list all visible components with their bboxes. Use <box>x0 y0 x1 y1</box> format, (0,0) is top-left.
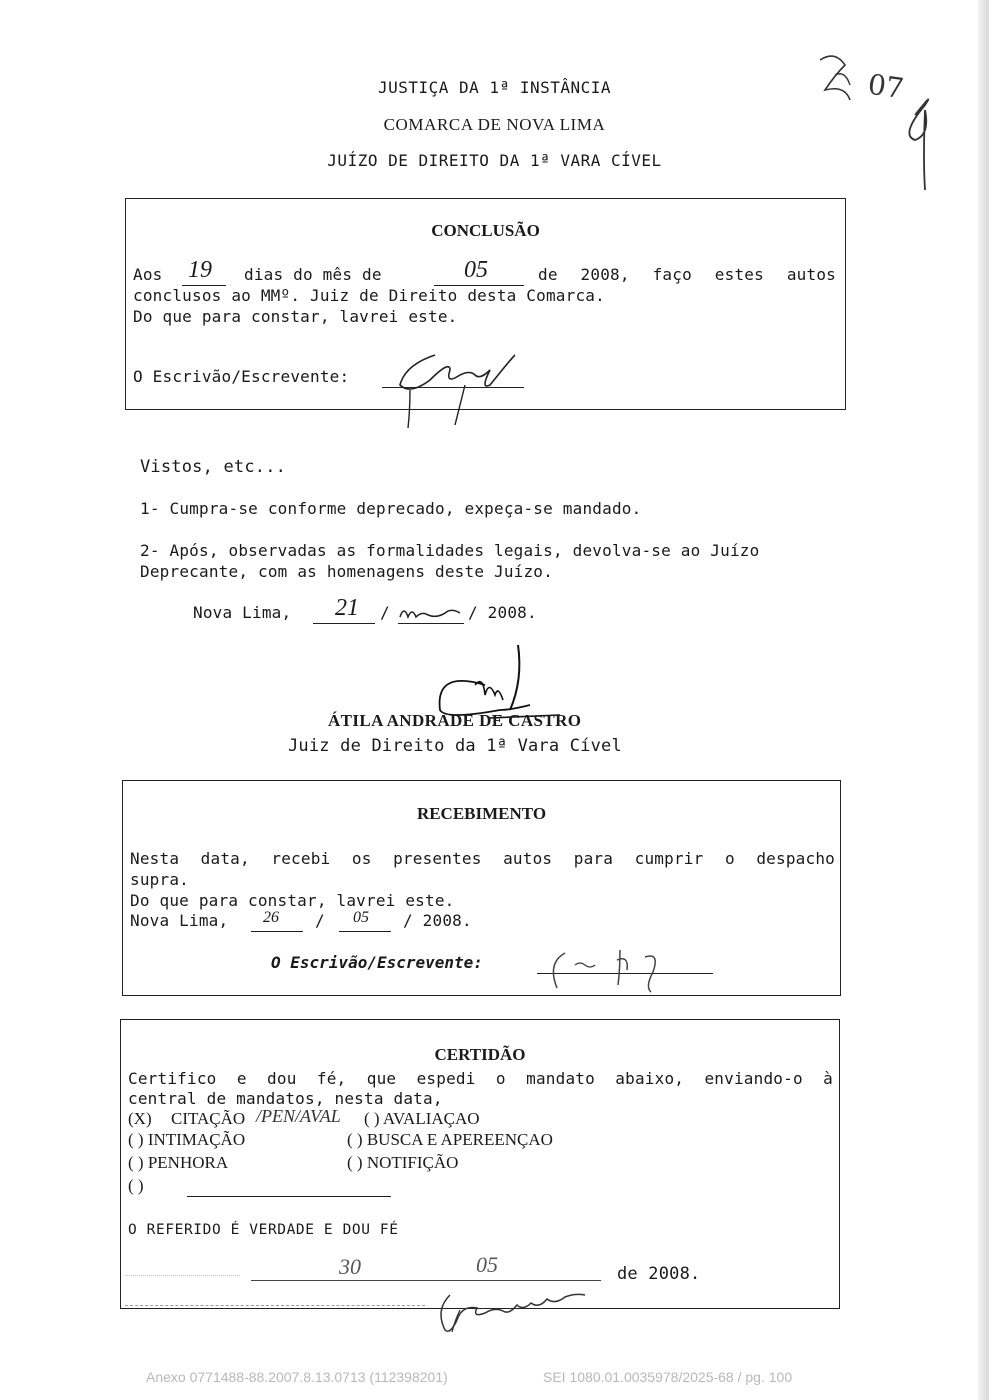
certidao-box <box>120 1019 840 1309</box>
scan-edge <box>978 0 989 1400</box>
despacho-month-scribble-icon <box>398 603 464 623</box>
certidao-signature-icon <box>430 1280 600 1335</box>
certidao-line-2: central de mandatos, nesta data, <box>128 1089 443 1108</box>
header-line-2: COMARCA DE NOVA LIMA <box>383 115 606 134</box>
option-avaliacao: ( ) AVALIAÇAO <box>364 1109 480 1128</box>
certidao-title: CERTIDÃO <box>434 1045 526 1064</box>
certidao-referido: O REFERIDO É VERDADE E DOU FÉ <box>128 1222 399 1238</box>
judge-role: Juiz de Direito da 1ª Vara Cível <box>288 736 622 756</box>
conclusao-title: CONCLUSÃO <box>431 221 540 240</box>
certidao-ano: de 2008. <box>617 1264 701 1284</box>
option-intimacao: ( ) INTIMAÇÃO <box>128 1130 246 1149</box>
judge-name: ÁTILA ANDRADE DE CASTRO <box>328 711 582 730</box>
footer-anexo: Anexo 0771488-88.2007.8.13.0713 (112398201) <box>146 1369 448 1385</box>
option-blank-line <box>187 1178 391 1197</box>
escrivao-signature-2-icon <box>545 945 695 995</box>
despacho-item-2-line-1: 2- Após, observadas as formalidades legais, devolva-se ao Juízo <box>140 541 760 560</box>
despacho-vistos: Vistos, etc... <box>140 457 287 477</box>
option-notificacao: ( ) NOTIFIÇÃO <box>347 1153 459 1172</box>
despacho-item-2-line-2: Deprecante, com as homenagens deste Juízo. <box>140 562 553 581</box>
conclusao-line-3: Do que para constar, lavrei este. <box>133 307 458 326</box>
certidao-date-line <box>251 1262 601 1281</box>
stamp-marks-icon <box>800 40 960 190</box>
recebimento-sep-1: / <box>315 911 325 930</box>
certidao-faded-local <box>125 1265 240 1276</box>
conclusao-aos: Aos <box>133 265 163 284</box>
despacho-sep-1: / <box>380 603 390 622</box>
despacho-local: Nova Lima, <box>193 603 292 622</box>
option-citacao-checkbox: (X) <box>128 1109 152 1128</box>
certidao-month-handwritten: 05 <box>476 1252 498 1277</box>
conclusao-line-2: conclusos ao MMº. Juiz de Direito desta Comarca. <box>133 286 605 305</box>
certidao-faded-signature-line <box>125 1305 425 1306</box>
header-line-3: JUÍZO DE DIREITO DA 1ª VARA CÍVEL <box>327 151 662 170</box>
option-penhora: ( ) PENHORA <box>128 1153 229 1172</box>
recebimento-line-1: Nesta data, recebi os presentes autos para cumprir o despacho <box>130 849 835 868</box>
recebimento-escrivao-label: O Escrivão/Escrevente: <box>271 953 483 972</box>
recebimento-line-2: supra. <box>130 870 189 889</box>
header-line-1: JUSTIÇA DA 1ª INSTÂNCIA <box>377 78 612 97</box>
recebimento-sep-2: / 2008. <box>403 911 472 930</box>
footer-sei: SEI 1080.01.0035978/2025-68 / pg. 100 <box>543 1369 793 1385</box>
conclusao-dias-label: dias do mês de <box>244 265 382 284</box>
option-busca: ( ) BUSCA E APEREENÇAO <box>347 1130 553 1149</box>
escrivao-signature-1-icon <box>390 345 530 430</box>
certidao-day-handwritten: 30 <box>339 1254 361 1279</box>
despacho-sep-2: / 2008. <box>468 603 537 622</box>
recebimento-month-handwritten: 05 <box>353 909 369 926</box>
despacho-item-1: 1- Cumpra-se conforme deprecado, expeça-se mandado. <box>140 499 642 518</box>
recebimento-day-handwritten: 26 <box>263 909 279 926</box>
conclusao-month-handwritten: 05 <box>464 257 488 283</box>
conclusao-escrivao-label: O Escrivão/Escrevente: <box>133 367 350 386</box>
despacho-day-handwritten: 21 <box>335 595 359 621</box>
recebimento-line-3: Do que para constar, lavrei este. <box>130 891 455 910</box>
recebimento-title: RECEBIMENTO <box>416 804 547 823</box>
option-citacao-label: CITAÇÃO <box>171 1109 246 1128</box>
handwritten-page-number: 07 <box>865 67 906 106</box>
conclusao-day-handwritten: 19 <box>188 257 212 283</box>
conclusao-line-1-rest: de 2008, faço estes autos <box>538 265 836 284</box>
option-citacao-handwritten: /PEN/AVAL <box>256 1106 341 1126</box>
certidao-line-1: Certifico e dou fé, que espedi o mandato abaixo, enviando-o à <box>128 1069 833 1088</box>
recebimento-local: Nova Lima, <box>130 911 229 930</box>
option-blank: ( ) <box>128 1176 144 1195</box>
recebimento-box <box>122 780 841 996</box>
